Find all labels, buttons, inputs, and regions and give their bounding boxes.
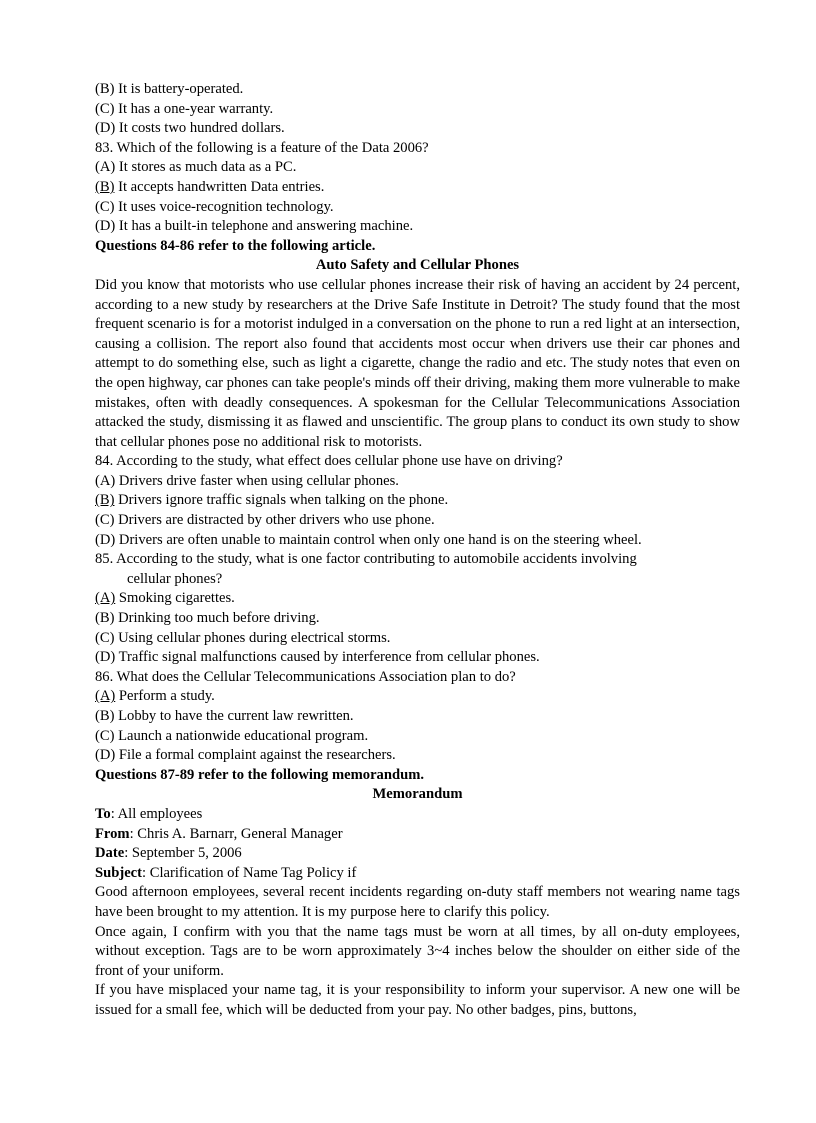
memo-to-value: : All employees: [110, 805, 203, 822]
memo-subject: [95, 864, 740, 884]
memo-date: [95, 844, 740, 864]
q86-option-a-text: Perform a study.: [115, 688, 215, 705]
memo-from-label: From: [95, 825, 130, 842]
q83-answer-mark: (B): [95, 178, 115, 195]
q84-option-b: [95, 491, 740, 511]
memo-title: Memorandum: [372, 786, 463, 803]
q85-question-cont: cellular phones?: [127, 570, 223, 587]
q82-option-d: (D) It costs two hundred dollars.: [95, 120, 285, 137]
q84-question: 84. According to the study, what effect does cellular phone use have on driving?: [95, 453, 563, 470]
q86-option-b: (B) Lobby to have the current law rewritten.: [95, 708, 354, 724]
q86-option-d: (D) File a formal complaint against the researchers.: [95, 747, 396, 764]
q86-question: 86. What does the Cellular Telecommunications Association plan to do?: [95, 668, 516, 685]
memo-date-value: : September 5, 2006: [124, 845, 242, 862]
document-page: [95, 80, 740, 1021]
q85-option-c: (C) Using cellular phones during electrical storms.: [95, 629, 391, 646]
section-heading-87-89: Questions 87-89 refer to the following memorandum.: [95, 766, 425, 783]
q83-option-b-text: It accepts handwritten Data entries.: [114, 178, 325, 195]
memo-subject-value: : Clarification of Name Tag Policy if: [142, 864, 357, 881]
q85-option-d: (D) Traffic signal malfunctions caused by interference from cellular phones.: [95, 649, 540, 666]
section-heading-84-86: Questions 84-86 refer to the following article.: [95, 237, 376, 254]
article-body: Did you know that motorists who use cellular phones increase their risk of having an accident by 24 percent, according to a new study by researchers at the Drive Safe Institute in Detroit? The study found that the most frequent scenario is for a motorist indulged in a conversation on the phone to run a red light at an intersection, causing a collision. The report also found that accidents most occur when drivers use their car phones and attempt to do something else, such as light a cigarette, change the radio and etc. The study notes that even on the open highway, car phones can take people's minds off their driving, making them more vulnerable to make mistakes, often with deadly consequences. A spokesman for the Cellular Telecommunications Association attacked the study, dismissing it as flawed and unscientific. The group plans to conduct its own study to show that cellular phones pose no additional risk to motorists.: [95, 276, 740, 450]
memo-from-value: : Chris A. Barnarr, General Manager: [129, 825, 343, 842]
memo-subject-label: Subject: [95, 864, 143, 881]
memo-from: [95, 825, 740, 845]
q86-option-c: (C) Launch a nationwide educational program.: [95, 727, 369, 744]
q85-option-a: [95, 589, 740, 609]
q84-option-b-text: Drivers ignore traffic signals when talking on the phone.: [114, 492, 449, 509]
q84-option-a: (A) Drivers drive faster when using cellular phones.: [95, 472, 399, 489]
q85-question: 85. According to the study, what is one factor contributing to automobile accidents involving: [95, 551, 637, 568]
q86-answer-mark: (A): [95, 688, 116, 705]
q82-option-c: (C) It has a one-year warranty.: [95, 100, 274, 117]
q84-answer-mark: (B): [95, 492, 115, 509]
q83-question: 83. Which of the following is a feature of the Data 2006?: [95, 139, 429, 156]
memo-date-label: Date: [95, 845, 125, 862]
q85-option-b: (B) Drinking too much before driving.: [95, 610, 320, 627]
q83-option-d: (D) It has a built-in telephone and answering machine.: [95, 218, 414, 235]
q83-option-b: [95, 178, 740, 198]
q85-answer-mark: (A): [95, 590, 116, 607]
article-title: Auto Safety and Cellular Phones: [315, 257, 520, 274]
memo-paragraph-2: Once again, I confirm with you that the name tags must be worn at all times, by all on-duty employees, without exception. Tags are to be worn approximately 3~4 inches below the shoulder on either side of the front of your uniform.: [95, 923, 740, 979]
q82-option-b: (B) It is battery-operated.: [95, 81, 244, 97]
memo-paragraph-3: If you have misplaced your name tag, it is your responsibility to inform your supervisor. A new one will be issued for a small fee, which will be deducted from your pay. No other badges, pins, buttons,: [95, 982, 740, 1018]
q85-option-a-text: Smoking cigarettes.: [115, 590, 235, 607]
q86-option-a: [95, 687, 740, 707]
q83-option-c: (C) It uses voice-recognition technology.: [95, 198, 334, 215]
memo-paragraph-1: Good afternoon employees, several recent incidents regarding on-duty staff members not wearing name tags have been brought to my attention. It is my purpose here to clarify this policy.: [95, 884, 740, 920]
q83-option-a: (A) It stores as much data as a PC.: [95, 159, 297, 176]
q84-option-c: (C) Drivers are distracted by other drivers who use phone.: [95, 512, 435, 529]
memo-to: [95, 805, 740, 825]
memo-to-label: To: [95, 805, 111, 822]
q84-option-d: (D) Drivers are often unable to maintain control when only one hand is on the steering wheel.: [95, 531, 642, 548]
